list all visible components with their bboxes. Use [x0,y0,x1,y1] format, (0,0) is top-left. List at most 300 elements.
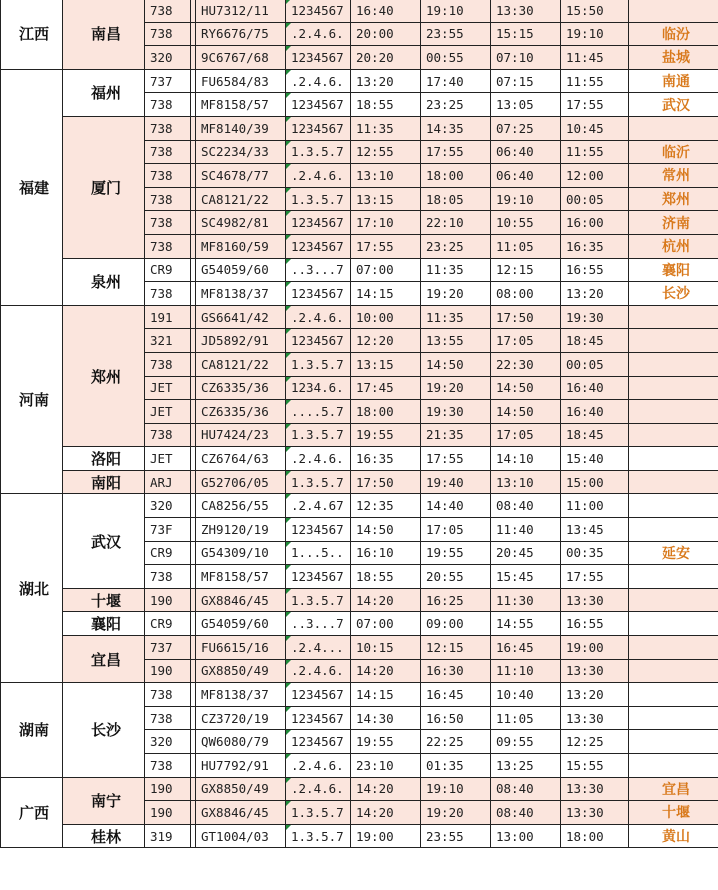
departure-time-cell: 14:15 [351,683,421,707]
arrival-time-cell: 14:50 [421,352,491,376]
aircraft-type-cell: 738 [145,683,191,707]
departure-time-cell: 19:55 [351,423,421,447]
destination-cell: 盐城 [629,46,718,70]
return-departure-cell: 06:40 [491,140,561,164]
departure-time-cell: 10:00 [351,305,421,329]
return-departure-cell: 07:15 [491,69,561,93]
flight-number-cell: G54309/10 [196,541,286,565]
table-row [1,588,718,612]
flight-number-cell: HU7424/23 [196,423,286,447]
aircraft-type-cell: CR9 [145,541,191,565]
table-row [1,69,718,93]
destination-cell: 长沙 [629,282,718,306]
return-arrival-cell: 16:40 [561,376,629,400]
aircraft-type-cell: 190 [145,659,191,683]
return-departure-cell: 07:10 [491,46,561,70]
return-departure-cell: 13:30 [491,0,561,22]
return-arrival-cell: 19:30 [561,305,629,329]
destination-cell [629,565,718,589]
arrival-time-cell: 19:10 [421,0,491,22]
destination-cell: 南通 [629,69,718,93]
flight-number-cell: ZH9120/19 [196,518,286,542]
return-departure-cell: 11:40 [491,518,561,542]
table-row [1,470,718,494]
destination-cell [629,400,718,424]
operating-days-cell: .2.4.6. [286,22,351,46]
arrival-time-cell: 16:50 [421,706,491,730]
destination-cell [629,636,718,660]
return-departure-cell: 19:10 [491,187,561,211]
destination-cell [629,305,718,329]
arrival-time-cell: 17:55 [421,140,491,164]
return-arrival-cell: 15:40 [561,447,629,471]
destination-cell [629,754,718,778]
return-departure-cell: 12:15 [491,258,561,282]
aircraft-type-cell: JET [145,447,191,471]
return-arrival-cell: 19:00 [561,636,629,660]
return-departure-cell: 15:45 [491,565,561,589]
destination-cell [629,518,718,542]
return-departure-cell: 17:50 [491,305,561,329]
city-cell: 郑州 [63,305,145,447]
flight-number-cell: GX8846/45 [196,588,286,612]
flight-number-cell: CZ6764/63 [196,447,286,471]
arrival-time-cell: 17:55 [421,447,491,471]
return-departure-cell: 13:00 [491,824,561,848]
return-departure-cell: 08:40 [491,801,561,825]
aircraft-type-cell: 319 [145,824,191,848]
return-arrival-cell: 16:35 [561,234,629,258]
operating-days-cell: 1234567 [286,46,351,70]
operating-days-cell: ....5.7 [286,400,351,424]
return-arrival-cell: 12:25 [561,730,629,754]
arrival-time-cell: 21:35 [421,423,491,447]
arrival-time-cell: 16:30 [421,659,491,683]
flight-number-cell: MF8160/59 [196,234,286,258]
arrival-time-cell: 11:35 [421,305,491,329]
return-arrival-cell: 18:45 [561,423,629,447]
destination-cell: 临汾 [629,22,718,46]
return-arrival-cell: 13:20 [561,683,629,707]
arrival-time-cell: 17:40 [421,69,491,93]
operating-days-cell: .2.4.6. [286,69,351,93]
arrival-time-cell: 19:20 [421,376,491,400]
destination-cell [629,376,718,400]
operating-days-cell: 1.3.5.7 [286,187,351,211]
destination-cell: 十堰 [629,801,718,825]
flight-number-cell: GS6641/42 [196,305,286,329]
destination-cell [629,470,718,494]
return-departure-cell: 11:05 [491,706,561,730]
return-departure-cell: 14:10 [491,447,561,471]
aircraft-type-cell: 190 [145,777,191,801]
return-departure-cell: 22:30 [491,352,561,376]
table-row [1,305,718,329]
departure-time-cell: 07:00 [351,258,421,282]
destination-cell [629,612,718,636]
flight-number-cell: SC4982/81 [196,211,286,235]
arrival-time-cell: 11:35 [421,258,491,282]
departure-time-cell: 18:00 [351,400,421,424]
arrival-time-cell: 00:55 [421,46,491,70]
return-arrival-cell: 13:30 [561,706,629,730]
aircraft-type-cell: 738 [145,234,191,258]
city-cell: 宜昌 [63,636,145,683]
return-departure-cell: 13:25 [491,754,561,778]
flight-number-cell: CZ6335/36 [196,400,286,424]
operating-days-cell: .2.4.67 [286,494,351,518]
aircraft-type-cell: 737 [145,636,191,660]
destination-cell: 宜昌 [629,777,718,801]
return-arrival-cell: 18:45 [561,329,629,353]
operating-days-cell: 1.3.5.7 [286,352,351,376]
departure-time-cell: 17:45 [351,376,421,400]
destination-cell [629,659,718,683]
departure-time-cell: 10:15 [351,636,421,660]
departure-time-cell: 14:20 [351,588,421,612]
departure-time-cell: 19:00 [351,824,421,848]
flight-number-cell: SC4678/77 [196,164,286,188]
city-cell: 洛阳 [63,447,145,471]
return-arrival-cell: 13:45 [561,518,629,542]
return-arrival-cell: 00:05 [561,352,629,376]
arrival-time-cell: 23:25 [421,234,491,258]
arrival-time-cell: 19:40 [421,470,491,494]
departure-time-cell: 16:40 [351,0,421,22]
operating-days-cell: 1...5.. [286,541,351,565]
aircraft-type-cell: 738 [145,187,191,211]
aircraft-type-cell: 320 [145,46,191,70]
departure-time-cell: 14:50 [351,518,421,542]
aircraft-type-cell: 190 [145,801,191,825]
destination-cell [629,494,718,518]
arrival-time-cell: 12:15 [421,636,491,660]
aircraft-type-cell: 738 [145,0,191,22]
arrival-time-cell: 14:35 [421,116,491,140]
city-cell: 十堰 [63,588,145,612]
operating-days-cell: .2.4... [286,636,351,660]
departure-time-cell: 16:10 [351,541,421,565]
operating-days-cell: 1.3.5.7 [286,588,351,612]
aircraft-type-cell: 320 [145,494,191,518]
departure-time-cell: 14:20 [351,659,421,683]
destination-cell [629,0,718,22]
operating-days-cell: .2.4.6. [286,777,351,801]
flight-number-cell: G54059/60 [196,258,286,282]
arrival-time-cell: 23:55 [421,824,491,848]
destination-cell: 武汉 [629,93,718,117]
arrival-time-cell: 16:25 [421,588,491,612]
return-arrival-cell: 13:30 [561,659,629,683]
destination-cell [629,706,718,730]
arrival-time-cell: 23:55 [421,22,491,46]
flight-number-cell: G54059/60 [196,612,286,636]
departure-time-cell: 13:15 [351,187,421,211]
departure-time-cell: 14:15 [351,282,421,306]
flight-number-cell: CA8256/55 [196,494,286,518]
flight-number-cell: CZ6335/36 [196,376,286,400]
return-arrival-cell: 11:55 [561,140,629,164]
aircraft-type-cell: 321 [145,329,191,353]
schedule-body [1,0,718,848]
arrival-time-cell: 19:55 [421,541,491,565]
aircraft-type-cell: 191 [145,305,191,329]
return-arrival-cell: 15:50 [561,0,629,22]
aircraft-type-cell: 738 [145,423,191,447]
aircraft-type-cell: 737 [145,69,191,93]
aircraft-type-cell: 738 [145,93,191,117]
departure-time-cell: 17:50 [351,470,421,494]
destination-cell: 黄山 [629,824,718,848]
operating-days-cell: 1234567 [286,706,351,730]
return-arrival-cell: 15:00 [561,470,629,494]
return-departure-cell: 16:45 [491,636,561,660]
arrival-time-cell: 19:20 [421,282,491,306]
flight-number-cell: CZ3720/19 [196,706,286,730]
operating-days-cell: .2.4.6. [286,447,351,471]
departure-time-cell: 07:00 [351,612,421,636]
flight-number-cell: MF8158/57 [196,93,286,117]
departure-time-cell: 17:10 [351,211,421,235]
table-row [1,116,718,140]
table-row [1,777,718,801]
city-cell: 南阳 [63,470,145,494]
departure-time-cell: 20:00 [351,22,421,46]
operating-days-cell: .2.4.6. [286,754,351,778]
return-arrival-cell: 16:40 [561,400,629,424]
aircraft-type-cell: 320 [145,730,191,754]
flight-number-cell: SC2234/33 [196,140,286,164]
departure-time-cell: 13:20 [351,69,421,93]
operating-days-cell: 1234567 [286,282,351,306]
operating-days-cell: 1.3.5.7 [286,470,351,494]
destination-cell [629,588,718,612]
city-cell: 襄阳 [63,612,145,636]
arrival-time-cell: 16:45 [421,683,491,707]
return-arrival-cell: 16:00 [561,211,629,235]
destination-cell: 杭州 [629,234,718,258]
return-departure-cell: 17:05 [491,423,561,447]
aircraft-type-cell: 738 [145,282,191,306]
operating-days-cell: 1234.6. [286,376,351,400]
operating-days-cell: 1.3.5.7 [286,423,351,447]
return-arrival-cell: 18:00 [561,824,629,848]
departure-time-cell: 19:55 [351,730,421,754]
aircraft-type-cell: 738 [145,706,191,730]
return-arrival-cell: 13:30 [561,588,629,612]
flight-number-cell: RY6676/75 [196,22,286,46]
province-cell: 湖北 [1,494,63,683]
operating-days-cell: 1234567 [286,234,351,258]
departure-time-cell: 12:35 [351,494,421,518]
destination-cell: 襄阳 [629,258,718,282]
table-row [1,258,718,282]
return-departure-cell: 15:15 [491,22,561,46]
city-cell: 泉州 [63,258,145,305]
arrival-time-cell: 22:10 [421,211,491,235]
flight-number-cell: QW6080/79 [196,730,286,754]
table-row [1,612,718,636]
operating-days-cell: 1.3.5.7 [286,801,351,825]
aircraft-type-cell: 738 [145,211,191,235]
return-departure-cell: 10:40 [491,683,561,707]
departure-time-cell: 14:20 [351,777,421,801]
city-cell: 福州 [63,69,145,116]
destination-cell: 郑州 [629,187,718,211]
operating-days-cell: .2.4.6. [286,305,351,329]
departure-time-cell: 23:10 [351,754,421,778]
arrival-time-cell: 09:00 [421,612,491,636]
destination-cell [629,352,718,376]
arrival-time-cell: 19:20 [421,801,491,825]
destination-cell: 临沂 [629,140,718,164]
table-row [1,0,718,22]
departure-time-cell: 12:55 [351,140,421,164]
aircraft-type-cell: 738 [145,22,191,46]
operating-days-cell: ..3...7 [286,612,351,636]
return-departure-cell: 11:10 [491,659,561,683]
operating-days-cell: 1234567 [286,0,351,22]
flight-number-cell: GX8850/49 [196,659,286,683]
departure-time-cell: 14:20 [351,801,421,825]
flight-number-cell: HU7312/11 [196,0,286,22]
return-departure-cell: 11:30 [491,588,561,612]
destination-cell [629,447,718,471]
return-departure-cell: 14:50 [491,400,561,424]
return-arrival-cell: 11:55 [561,69,629,93]
arrival-time-cell: 22:25 [421,730,491,754]
operating-days-cell: 1234567 [286,518,351,542]
departure-time-cell: 13:10 [351,164,421,188]
flight-number-cell: MF8158/57 [196,565,286,589]
return-arrival-cell: 19:10 [561,22,629,46]
return-departure-cell: 07:25 [491,116,561,140]
table-row [1,683,718,707]
province-cell: 福建 [1,69,63,305]
aircraft-type-cell: JET [145,376,191,400]
operating-days-cell: 1.3.5.7 [286,140,351,164]
return-departure-cell: 20:45 [491,541,561,565]
return-departure-cell: 08:40 [491,777,561,801]
operating-days-cell: .2.4.6. [286,659,351,683]
destination-cell: 济南 [629,211,718,235]
flight-number-cell: HU7792/91 [196,754,286,778]
arrival-time-cell: 19:10 [421,777,491,801]
flight-number-cell: CA8121/22 [196,187,286,211]
flight-number-cell: GT1004/03 [196,824,286,848]
departure-time-cell: 18:55 [351,565,421,589]
departure-time-cell: 13:15 [351,352,421,376]
destination-cell: 常州 [629,164,718,188]
province-cell: 河南 [1,305,63,494]
aircraft-type-cell: 738 [145,140,191,164]
destination-cell [629,329,718,353]
arrival-time-cell: 13:55 [421,329,491,353]
operating-days-cell: 1234567 [286,211,351,235]
return-departure-cell: 08:00 [491,282,561,306]
table-row [1,636,718,660]
city-cell: 厦门 [63,116,145,258]
table-row [1,824,718,848]
arrival-time-cell: 17:05 [421,518,491,542]
destination-cell [629,730,718,754]
table-row [1,447,718,471]
operating-days-cell: 1234567 [286,116,351,140]
return-departure-cell: 06:40 [491,164,561,188]
aircraft-type-cell: 738 [145,754,191,778]
operating-days-cell: 1234567 [286,93,351,117]
flight-number-cell: GX8846/45 [196,801,286,825]
destination-cell: 延安 [629,541,718,565]
operating-days-cell: ..3...7 [286,258,351,282]
aircraft-type-cell: ARJ [145,470,191,494]
operating-days-cell: 1234567 [286,730,351,754]
arrival-time-cell: 23:25 [421,93,491,117]
flight-number-cell: FU6615/16 [196,636,286,660]
return-departure-cell: 08:40 [491,494,561,518]
city-cell: 南宁 [63,777,145,824]
return-arrival-cell: 00:35 [561,541,629,565]
return-departure-cell: 13:05 [491,93,561,117]
province-cell: 江西 [1,0,63,69]
province-cell: 湖南 [1,683,63,777]
operating-days-cell: 1234567 [286,329,351,353]
city-cell: 武汉 [63,494,145,588]
aircraft-type-cell: 73F [145,518,191,542]
return-arrival-cell: 13:20 [561,282,629,306]
departure-time-cell: 14:30 [351,706,421,730]
arrival-time-cell: 18:05 [421,187,491,211]
return-arrival-cell: 12:00 [561,164,629,188]
aircraft-type-cell: 738 [145,352,191,376]
table-row [1,494,718,518]
city-cell: 长沙 [63,683,145,777]
departure-time-cell: 18:55 [351,93,421,117]
aircraft-type-cell: 738 [145,116,191,140]
arrival-time-cell: 19:30 [421,400,491,424]
destination-cell [629,116,718,140]
return-arrival-cell: 11:45 [561,46,629,70]
return-arrival-cell: 13:30 [561,777,629,801]
return-departure-cell: 11:05 [491,234,561,258]
return-departure-cell: 14:55 [491,612,561,636]
return-departure-cell: 17:05 [491,329,561,353]
operating-days-cell: 1234567 [286,565,351,589]
departure-time-cell: 16:35 [351,447,421,471]
province-cell: 广西 [1,777,63,848]
aircraft-type-cell: CR9 [145,258,191,282]
flight-number-cell: FU6584/83 [196,69,286,93]
return-arrival-cell: 15:55 [561,754,629,778]
aircraft-type-cell: 190 [145,588,191,612]
operating-days-cell: 1.3.5.7 [286,824,351,848]
arrival-time-cell: 01:35 [421,754,491,778]
flight-number-cell: GX8850/49 [196,777,286,801]
return-arrival-cell: 16:55 [561,612,629,636]
destination-cell [629,683,718,707]
return-arrival-cell: 13:30 [561,801,629,825]
city-cell: 桂林 [63,824,145,848]
return-arrival-cell: 11:00 [561,494,629,518]
flight-number-cell: G52706/05 [196,470,286,494]
return-arrival-cell: 16:55 [561,258,629,282]
arrival-time-cell: 14:40 [421,494,491,518]
city-cell: 南昌 [63,0,145,69]
flight-number-cell: MF8138/37 [196,683,286,707]
arrival-time-cell: 20:55 [421,565,491,589]
operating-days-cell: 1234567 [286,683,351,707]
flight-number-cell: MF8140/39 [196,116,286,140]
